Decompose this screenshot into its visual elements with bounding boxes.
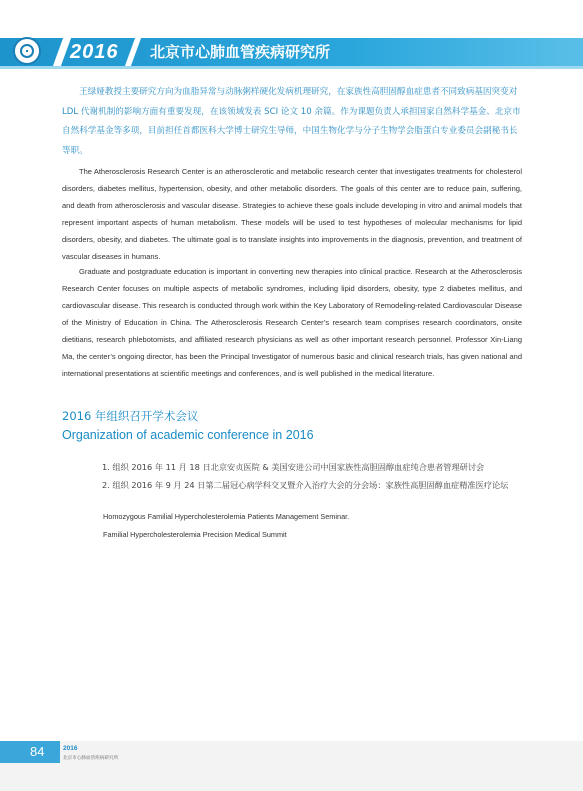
conference-item-1-english: Homozygous Familial Hypercholesterolemia Patients Management Seminar. — [103, 512, 350, 521]
seal-inner-ring — [20, 44, 34, 58]
conference-item-1: 1. 组织 2016 年 11 月 18 日北京安贞医院 & 美国安进公司中国家族性高胆固醇血症纯合患者管理研讨会 — [102, 462, 485, 472]
seal-center-dot — [26, 50, 28, 52]
header-year: 2016 — [70, 41, 119, 63]
header-divider — [0, 66, 583, 69]
page-number: 84 — [30, 744, 45, 759]
header-org-title: 北京市心肺血管疾病研究所 — [150, 43, 331, 61]
footer-year: 2016 — [63, 745, 78, 752]
intro-chinese: 王绿娅教授主要研究方向为血脂异常与动脉粥样硬化发病机理研究，在家族性高胆固醇血症患者不同致病基因突变对 LDL 代谢机制的影响方面有重要发现，在该领域发表 SCI 论文 10 余篇。作为课题负责人承担国家自然科学基金、北京市自然科学基金等多项，目前担任首都医科大学博士研究生导师，中国生物化学与分子生物学会脂蛋白专业委员会副秘书长等职。 — [62, 87, 521, 156]
paragraph-research-center: The Atherosclerosis Research Center is an atherosclerotic and metabolic research center that investigates treatments for cholesterol disorders, diabetes mellitus, hypertension, obesity, and other metabolic disorders. The goals of this center are to reduce pain, suffering, and death from atherosclerosis and vascular disease. Strategies to achieve these goals include developing in vitro and animal models that represent important aspects of human metabolism. These models will be used to test hypotheses of molecular mechanisms for lipid disorders, obesity, and diabetes. The ultimate goal is to translate insights into improvements in the diagnosis, prevention, and treatment of vascular diseases in humans. — [62, 167, 522, 261]
footer-strip — [0, 741, 583, 791]
conference-item-2: 2. 组织 2016 年 9 月 24 日第二届冠心病学科交叉暨介入治疗大会的分会场：家族性高胆固醇血症精准医疗论坛 — [102, 480, 509, 490]
conference-item-2-english: Familial Hypercholesterolemia Precision Medical Summit — [103, 530, 287, 539]
institute-seal-icon — [13, 37, 41, 65]
header-band — [0, 38, 583, 66]
paragraph-graduate-education: Graduate and postgraduate education is important in converting new therapies into clinical practice. Research at the Atherosclerosis Research Center focuses on multiple aspects of metabolic syndromes, including lipid disorders, obesity, type 2 diabetes mellitus, and cardiovascular disease. This research is conducted through work within the Key Laboratory of Remodeling-related Cardiovascular Disease of the Ministry of Education in China. The Atherosclerosis Research Center’s research team comprises research coordinators, onsite dietitians, research phlebotomists, and affiliated research physicians as well as other important research personnel. Professor Xin-Liang Ma, the center’s ongoing director, has been the Principal Investigator of numerous basic and clinical research trials, has given national and international presentations at scientific meetings and conferences, and is well published in the medical literature. — [62, 267, 522, 378]
section-title-english: Organization of academic conference in 2016 — [62, 428, 314, 442]
section-title-chinese: 2016 年组织召开学术会议 — [62, 409, 199, 423]
footer-org: 北京市心肺血管疾病研究所 — [63, 756, 119, 761]
